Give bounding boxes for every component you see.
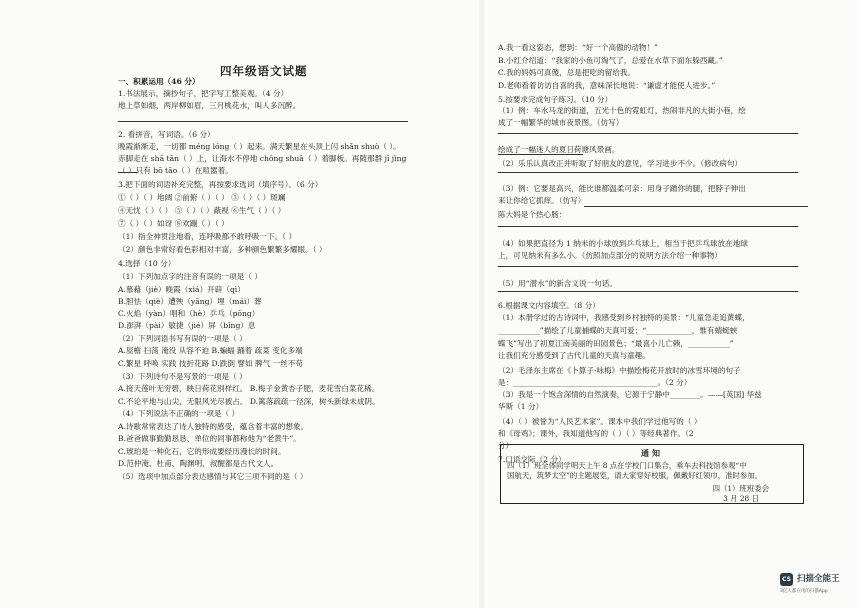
question-line: （1）指全神贯注地看，连呼吸都不敢呼吸一下。（ ）	[118, 232, 297, 241]
question-line: 陈大妈是个热心肠：	[498, 210, 567, 219]
question-line: （1）下列加点字的注音有误的一项是（ ）	[118, 272, 262, 281]
answer-line	[584, 206, 808, 207]
question-line: D.范仲淹、杜甫、陶渊明、叔醒都是古代文人。	[118, 459, 279, 468]
question-line: B.胆怯（qiè）遭殃（yāng）埋（mái）葬	[118, 297, 262, 306]
question-line: C.繁星 呼唤 实践 技折花路 D.跌倒 譬如 脾气 一丝不苟	[118, 359, 303, 368]
question-line: C.我的妈妈可真傻，总是把吃的留给我。	[498, 68, 636, 77]
question-line: 是：______________________________________。（2 分）	[498, 378, 692, 387]
answer-line	[118, 121, 408, 122]
question-line: C.不论平地与山尖，无限风光尽被占。 D.篱落疏疏一径深，树头新绿未成阴。	[118, 397, 380, 406]
question-line: D.澎湃（pài）敏捷（jié）屏（bǐng）息	[118, 321, 256, 330]
question-line: （2）下列词语书写有误的一项是（ ）	[118, 334, 247, 343]
question-line: （3）例：它要是高兴，能比谁都温柔可亲：用身子蹭你的腿，把脖子伸出	[498, 184, 746, 193]
question-line: B.爸爸做事勤勤恳恳，单位的同事都称他为“老黄牛”。	[118, 434, 301, 443]
question-line: 一、积累运用（46 分）	[118, 77, 200, 86]
answer-line	[498, 133, 798, 134]
scanner-app-slogan: 3亿人都在用的扫描App	[780, 589, 828, 594]
question-line: D.老师看着访访自喜的我，意味深长地说：“谦虚才能使人进步。”	[498, 81, 716, 90]
notice-line: 四（1）班全体同学明天上午 8 点在学校门口集合，乘车去科技馆参观“中	[507, 461, 747, 470]
question-line: 5.按要求完成句子练习。（10 分）	[498, 95, 613, 104]
scanner-logo-icon: CS	[780, 573, 793, 586]
question-line: （2）毛泽东主席在《卜算子·咏梅》中描绘梅花开放时的冰雪环境的句子	[498, 366, 741, 375]
question-line: （4）（ ）被誉为“人民艺术家”。课本中我们学过他写的（ ）	[498, 417, 702, 426]
question-line: A.诗歌常常表达了诗人独特的感受，蕴含着丰富的想象。	[118, 422, 309, 431]
answer-line	[498, 266, 798, 267]
question-line: 上，可见纳米有多么小。（仿照加点部分的说明方法介绍一种事物）	[498, 251, 723, 260]
question-line: A.我一看这姿态，想到：“好一个高傲的动物！”	[498, 43, 658, 52]
question-line: 蝶飞”写出了初夏江南美丽的田园景色；“最喜小儿亡赖，___________”	[498, 339, 734, 348]
question-line: ①（ ）（ ）地阔 ②前俯（ ）（ ） ③（ ）（ ）斑斓	[118, 193, 286, 202]
question-line: （4）下列说法不正确的一项是（ ）	[118, 409, 240, 418]
question-line: （3）下列诗句不是写景的一项是（ ）	[118, 372, 247, 381]
question-line: ④无忧（ ）（ ） ⑤（ ）（ ）蔽视 ⑥生气（ ）（ ）	[118, 206, 286, 215]
question-line: A.屋檐 扫荡 淹没 从容不迫 B.蝙蝠 踊着 疏菜 变化多端	[118, 346, 303, 355]
notice-box	[500, 444, 804, 504]
answer-line	[498, 291, 798, 292]
notice-line: 国航天，筑梦太空”的主题展览，请大家穿好校服，佩戴好红领巾，准时参加。	[507, 471, 763, 480]
question-line: 来让你给它抓痒。（仿写）	[498, 196, 586, 205]
page-crease	[478, 0, 486, 608]
question-line: 绘成了一幅迷人的夏日荷塘风景画。	[498, 145, 620, 154]
question-line: 1.书法展示，摘抄句子，把字写工整美观。（4 分）	[118, 89, 289, 98]
question-line: 分）	[498, 441, 514, 450]
question-line: A.慕藉（jiè）晚霞（xiá）开辟（qì）	[118, 285, 245, 294]
question-line: （5）用“潜水”的新含义说一句话。	[498, 279, 617, 288]
question-line: ___________”描绘了儿童捕蝶的天真可爱；“____________，惟有蜻蜓蛱	[498, 326, 738, 335]
question-line: （5）选项中加点部分表达感情与其它三项不同的是（ ）	[118, 472, 308, 481]
question-line: A.接天莲叶无穷碧，映日荷花别样红。 B.梅子金黄杏子肥，麦花雪白菜花稀。	[118, 384, 380, 393]
notice-date: 3 月 28 日	[723, 494, 759, 503]
question-line: 成了一幅繁华的城市夜景图。（仿写）	[498, 118, 624, 127]
answer-line	[498, 172, 798, 173]
question-line: （2）颜色非常好看色彩相对丰富，多种颜色繁繁多耀眼。（ ）	[118, 245, 327, 254]
question-line: 3.把下面的词语补充完整，再按要求选词（填序号）。（6 分）	[118, 180, 323, 189]
exam-title: 四年级语文试题	[220, 64, 308, 78]
question-line: 6.根据课文内容填空。（8 分）	[498, 301, 600, 310]
question-line: 地上草如烟，两岸柳如眉，三月桃花水，叫人多沉醉。	[118, 101, 301, 110]
question-line: 和《母鸡》；课外，我知道他写的（ ）（ ）等经典著作。（2	[498, 429, 694, 438]
question-line: 7.口语交际（2 分）	[498, 455, 566, 464]
question-line: （2）乐乐认真改正并听取了好朋友的意见，学习进步不少。（修改病句）	[498, 159, 743, 168]
answer-line	[118, 172, 138, 173]
question-line: 4.选择（10 分）	[118, 259, 176, 268]
question-line: （ ）只有 bō tāo（ ）在喧嚣着。	[118, 166, 233, 175]
question-line: C.琥珀是一种化石，它的形成要经历漫长的时间。	[118, 447, 286, 456]
question-line: ⑦（ ）（ ）如讶 ⑧欢蹦（ ）（ ）	[118, 219, 229, 228]
scanner-app-name: 扫描全能王	[797, 574, 840, 584]
question-line: （3）我是一个饱含深情的自然演奏，它源于宁静中________。——[英国] 华兹	[498, 390, 762, 399]
question-line: （1）例：车水马龙的街道，五光十色的霓虹灯，热闹非凡的大街小巷，绘	[498, 106, 746, 115]
question-line: 2. 看拼音，写词语。（6 分）	[118, 130, 215, 139]
question-line: 赤脚走在 shā tān（ ）上，让海水不停地 chōng shuā（ ）着脚板。再随那群 jī jìng	[118, 154, 407, 163]
question-line: C.火焰（yàn）唱和（hè）乒乓（pōng）	[118, 309, 260, 318]
question-line: （4）如果把直径为 1 纳米的小球放到乒乓球上，相当于把乒乓球放在地球	[498, 239, 748, 248]
notice-title: 通知	[641, 448, 663, 458]
notice-signature: 四（1）班班委会	[712, 484, 769, 493]
question-line: （1）本册学过的古诗词中，我感受到乡村独特的美景：“儿童急走追黄蝶，	[498, 313, 750, 322]
question-line: B.小红介绍道：“我家的小鱼可淘气了，总爱在水草下面东躲西藏。”	[498, 56, 723, 65]
question-line: 华斯（1 分）	[498, 402, 544, 411]
question-line: 晚霞渐渐走，一切都 méng lóng（ ）起来。满天繁星在头顶上闪 shǎn shuò（ ）。	[118, 142, 401, 151]
question-line: 让我们充分感受到了古代儿童的天真与童趣。	[498, 351, 650, 360]
answer-line	[498, 154, 583, 155]
answer-line	[498, 226, 798, 227]
